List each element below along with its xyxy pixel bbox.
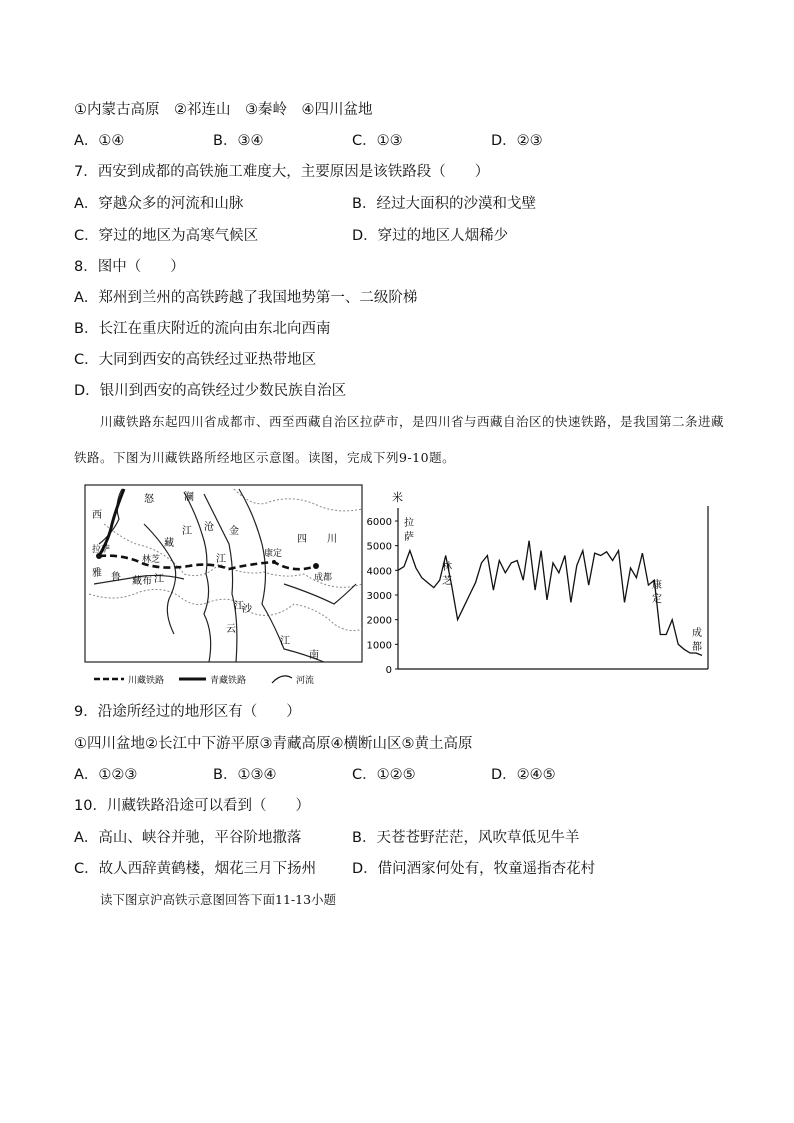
map-label-ya: 雅 — [92, 568, 102, 579]
map-label-lu: 鲁 — [111, 572, 121, 583]
q8-option-a[interactable]: A．郑州到兰州的高铁跨越了我国地势第一、二级阶梯 — [74, 290, 418, 306]
q6-items: ①内蒙古高原 ②祁连山 ③秦岭 ④四川盆地 — [74, 102, 373, 118]
station-label-du: 都 — [692, 642, 702, 653]
q6-option-a[interactable]: A．①④ — [74, 133, 125, 149]
map-label-si: 四 — [297, 534, 307, 545]
map-label-jiang2: 江 — [216, 554, 226, 565]
y-tick-label: 0 — [385, 665, 392, 676]
station-label-cheng: 成 — [692, 628, 702, 639]
intro-sichuan-tibet: 川藏铁路东起四川省成都市、西至西藏自治区拉萨市，是四川省与西藏自治区的快速铁路，是我国第二条进藏铁路。下图为川藏铁路所经地区示意图。读图，完成下列9-10题。 — [74, 414, 725, 465]
q6-option-d[interactable]: D．②③ — [491, 133, 543, 149]
q8-option-c[interactable]: C．大同到西安的高铁经过亚热带地区 — [74, 352, 317, 368]
intro-jinghu: 读下图京沪高铁示意图回答下面11-13小题 — [100, 892, 337, 907]
q7-option-d[interactable]: D．穿过的地区人烟稀少 — [352, 228, 509, 244]
map-label-jin: 金 — [229, 526, 239, 537]
q10-option-d[interactable]: D．借问酒家何处有，牧童遥指杏花村 — [352, 861, 596, 877]
q9-option-b[interactable]: B．①③④ — [213, 767, 277, 783]
q10-stem: 10．川藏铁路沿途可以看到（ ） — [74, 798, 310, 814]
station-label-ding: 定 — [652, 594, 662, 605]
map-label-linzhi: 林芝 — [142, 555, 161, 565]
y-tick-label: 5000 — [366, 541, 392, 553]
map-label-zangbu: 藏布 — [132, 576, 152, 587]
q7-option-a[interactable]: A．穿越众多的河流和山脉 — [74, 196, 244, 212]
q7-option-b[interactable]: B．经过大面积的沙漠和戈壁 — [352, 196, 536, 212]
q9-items: ①四川盆地②长江中下游平原③青藏高原④横断山区⑤黄土高原 — [74, 736, 473, 752]
map-label-zang: 藏 — [164, 538, 174, 549]
legend-river-symbol — [272, 676, 292, 683]
map-label-cang: 沧 — [204, 522, 214, 533]
q7-option-c[interactable]: C．穿过的地区为高寒气候区 — [74, 228, 259, 244]
q8-option-b[interactable]: B．长江在重庆附近的流向由东北向西南 — [74, 321, 331, 337]
q10-option-a[interactable]: A．高山、峡谷并驰，平谷阶地撒落 — [74, 830, 302, 846]
elevation-profile-chart — [362, 486, 718, 676]
kangding-dot — [272, 560, 276, 564]
map-label-lan: 澜 — [184, 492, 194, 503]
y-tick-label: 4000 — [366, 566, 392, 578]
y-axis-unit-label: 米 — [392, 491, 403, 504]
y-tick-label: 3000 — [366, 591, 392, 602]
q9-option-a[interactable]: A．①②③ — [74, 767, 138, 783]
railway-map — [84, 484, 366, 692]
map-label-jiang3: 江 — [154, 574, 164, 585]
q7-stem: 7．西安到成都的高铁施工难度大，主要原因是该铁路段（ ） — [74, 164, 490, 180]
chengdu-dot — [313, 563, 319, 569]
map-label-yun: 云 — [226, 624, 236, 635]
station-label-lin: 林 — [442, 562, 452, 573]
map-label-jiang5: 江 — [280, 636, 290, 647]
y-tick-label: 6000 — [366, 517, 392, 528]
q9-option-d[interactable]: D．②④⑤ — [491, 767, 556, 783]
station-label-kang: 康 — [652, 580, 662, 591]
q6-option-c[interactable]: C．①③ — [352, 133, 403, 149]
station-label-la: 拉 — [404, 518, 414, 529]
q10-option-b[interactable]: B．天苍苍野茫茫，风吹草低见牛羊 — [352, 830, 580, 846]
map-label-nan: 南 — [309, 650, 319, 661]
q8-stem: 8．图中（ ） — [74, 259, 185, 275]
q10-option-c[interactable]: C．故人西辞黄鹤楼，烟花三月下扬州 — [74, 861, 317, 877]
map-label-kangding: 康定 — [264, 549, 283, 559]
map-label-nu: 怒 — [144, 494, 154, 505]
map-label-xi: 西 — [92, 510, 102, 521]
map-label-chengdu: 成都 — [314, 573, 333, 583]
legend-river: 河流 — [296, 676, 315, 686]
q6-option-b[interactable]: B．③④ — [213, 133, 264, 149]
legend-sichuan-tibet: 川藏铁路 — [128, 676, 165, 686]
y-tick-label: 1000 — [366, 640, 392, 652]
q8-option-d[interactable]: D．银川到西安的高铁经过少数民族自治区 — [74, 383, 347, 399]
station-label-zhi: 芝 — [442, 576, 452, 587]
map-label-jiang1: 江 — [182, 526, 192, 537]
q9-option-c[interactable]: C．①②⑤ — [352, 767, 416, 783]
map-label-jiang4: 江 — [234, 601, 244, 612]
map-label-chuan: 川 — [327, 534, 337, 545]
station-label-sa: 萨 — [404, 532, 414, 543]
legend-qinghai-tibet: 青藏铁路 — [210, 676, 247, 686]
map-label-sha: 沙 — [242, 604, 252, 615]
y-tick-label: 2000 — [366, 615, 392, 627]
q9-stem: 9．沿途所经过的地形区有（ ） — [74, 704, 301, 720]
map-label-lasa: 拉萨 — [92, 545, 111, 555]
